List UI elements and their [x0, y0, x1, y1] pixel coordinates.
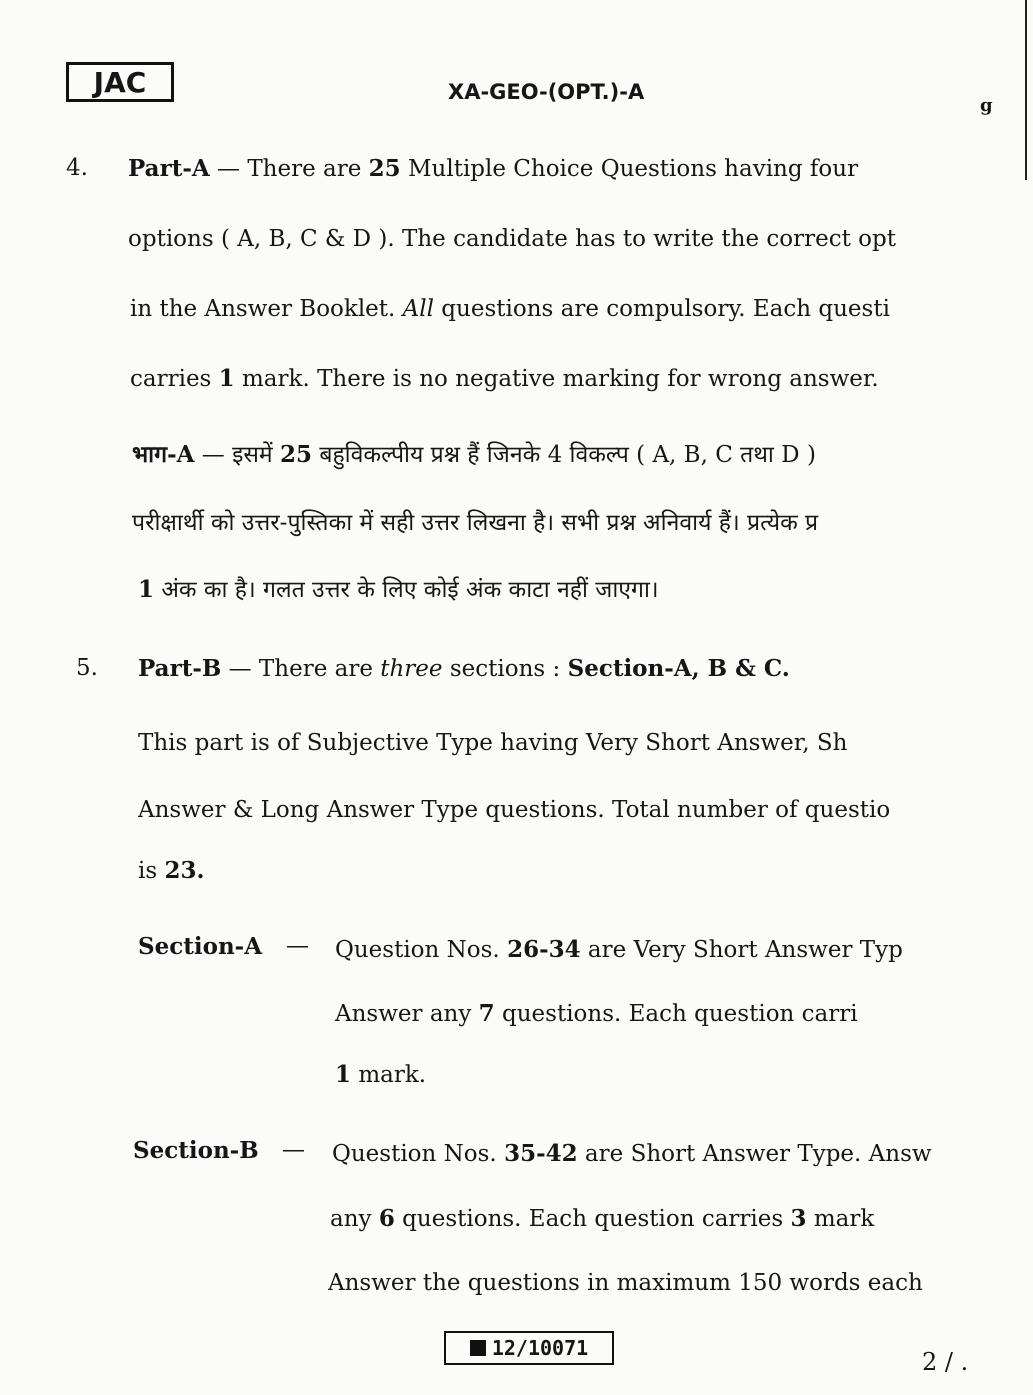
text: are Very Short Answer Typ [580, 937, 903, 963]
mark-1: 1 [138, 576, 155, 603]
page-number: 2 / . [922, 1348, 969, 1376]
section-a-line-2 [335, 1000, 990, 1027]
count-25: 25 [280, 441, 313, 468]
total-23: 23. [164, 857, 205, 884]
sections-list: Section-A, B & C. [567, 655, 790, 682]
text: in the Answer Booklet. [130, 296, 403, 322]
item-4-hindi-line-3 [138, 572, 659, 604]
text: questions. Each question carri [494, 1001, 858, 1027]
item-5-number: 5. [76, 655, 98, 681]
text: — There are [221, 656, 381, 682]
section-b-label [133, 1137, 259, 1164]
section-b-line-2 [330, 1205, 990, 1232]
text: sections : [442, 656, 568, 682]
mark-1: 1 [335, 1061, 352, 1088]
item-4-line-3 [130, 296, 890, 322]
marks-3: 3 [790, 1205, 807, 1232]
part-a-label: Part-A [128, 155, 210, 182]
item-5-heading [138, 655, 790, 682]
hindi-part-a-label: भाग-A [132, 441, 195, 468]
item-5-para-line-2: Answer & Long Answer Type questions. Total number of questio [138, 797, 891, 823]
text: — इसमें [194, 442, 280, 468]
item-4-hindi-line-2: परीक्षार्थी को उत्तर-पुस्तिका में सही उत्तर लिखना है। सभी प्रश्न अनिवार्य हैं। प्रत्येक प्र [132, 510, 819, 536]
booklet-code-text: 12/10071 [491, 1336, 589, 1360]
paper-code: XA-GEO-(OPT.)-A [448, 80, 645, 104]
side-mark: g [980, 95, 993, 116]
text: is [138, 858, 165, 884]
question-range: 35-42 [504, 1140, 578, 1167]
text: mark [806, 1206, 875, 1232]
italic-all: All [402, 296, 434, 322]
item-4-line-2: options ( A, B, C & D ). The candidate has to write the correct opt [128, 226, 896, 252]
italic-three: three [380, 656, 443, 682]
text: Multiple Choice Questions having four [400, 156, 859, 182]
square-bullet-icon [470, 1340, 486, 1356]
mark-1: 1 [218, 365, 235, 392]
answer-count: 6 [378, 1205, 395, 1232]
text: अंक का है। गलत उत्तर के लिए कोई अंक काटा नहीं जाएगा। [154, 577, 659, 603]
item-4-line-1 [128, 155, 858, 182]
section-a-line-3 [335, 1061, 426, 1088]
section-b-dash: — [282, 1137, 305, 1163]
section-a-dash: — [286, 933, 309, 959]
text: carries [130, 366, 219, 392]
text: Question Nos. [332, 1141, 505, 1167]
item-5-para-line-1: This part is of Subjective Type having Very Short Answer, Sh [138, 730, 848, 756]
item-4-number: 4. [66, 155, 88, 181]
text: mark. There is no negative marking for wrong answer. [234, 366, 879, 392]
dash: — [209, 156, 248, 182]
item-5-para-line-3 [138, 857, 205, 884]
section-b-line-3: Answer the questions in maximum 150 words each [328, 1270, 923, 1296]
booklet-code [444, 1331, 614, 1365]
section-a-line-1 [335, 936, 990, 963]
count-25: 25 [368, 155, 401, 182]
text: any [330, 1206, 379, 1232]
section-b-line-1 [332, 1140, 990, 1167]
text: questions are compulsory. Each questi [433, 296, 890, 322]
jac-badge [66, 62, 174, 102]
part-b-label: Part-B [138, 655, 222, 682]
text: There are [247, 156, 369, 182]
item-4-hindi-line-1 [132, 437, 816, 469]
section-a-label [138, 933, 262, 960]
section-b-title: Section-B [133, 1137, 259, 1164]
badge-text: JAC [93, 65, 147, 99]
text: बहुविकल्पीय प्रश्न हैं जिनके 4 विकल्प ( A, B, C तथा D ) [312, 442, 816, 468]
item-4-line-4 [130, 365, 879, 392]
text: questions. Each question carries [394, 1206, 791, 1232]
question-range: 26-34 [507, 936, 581, 963]
text: are Short Answer Type. Answ [577, 1141, 932, 1167]
answer-count: 7 [478, 1000, 495, 1027]
text: Answer any [335, 1001, 479, 1027]
text: Question Nos. [335, 937, 508, 963]
text: mark. [351, 1062, 427, 1088]
section-a-title: Section-A [138, 933, 263, 960]
page-edge-line [1025, 0, 1027, 180]
